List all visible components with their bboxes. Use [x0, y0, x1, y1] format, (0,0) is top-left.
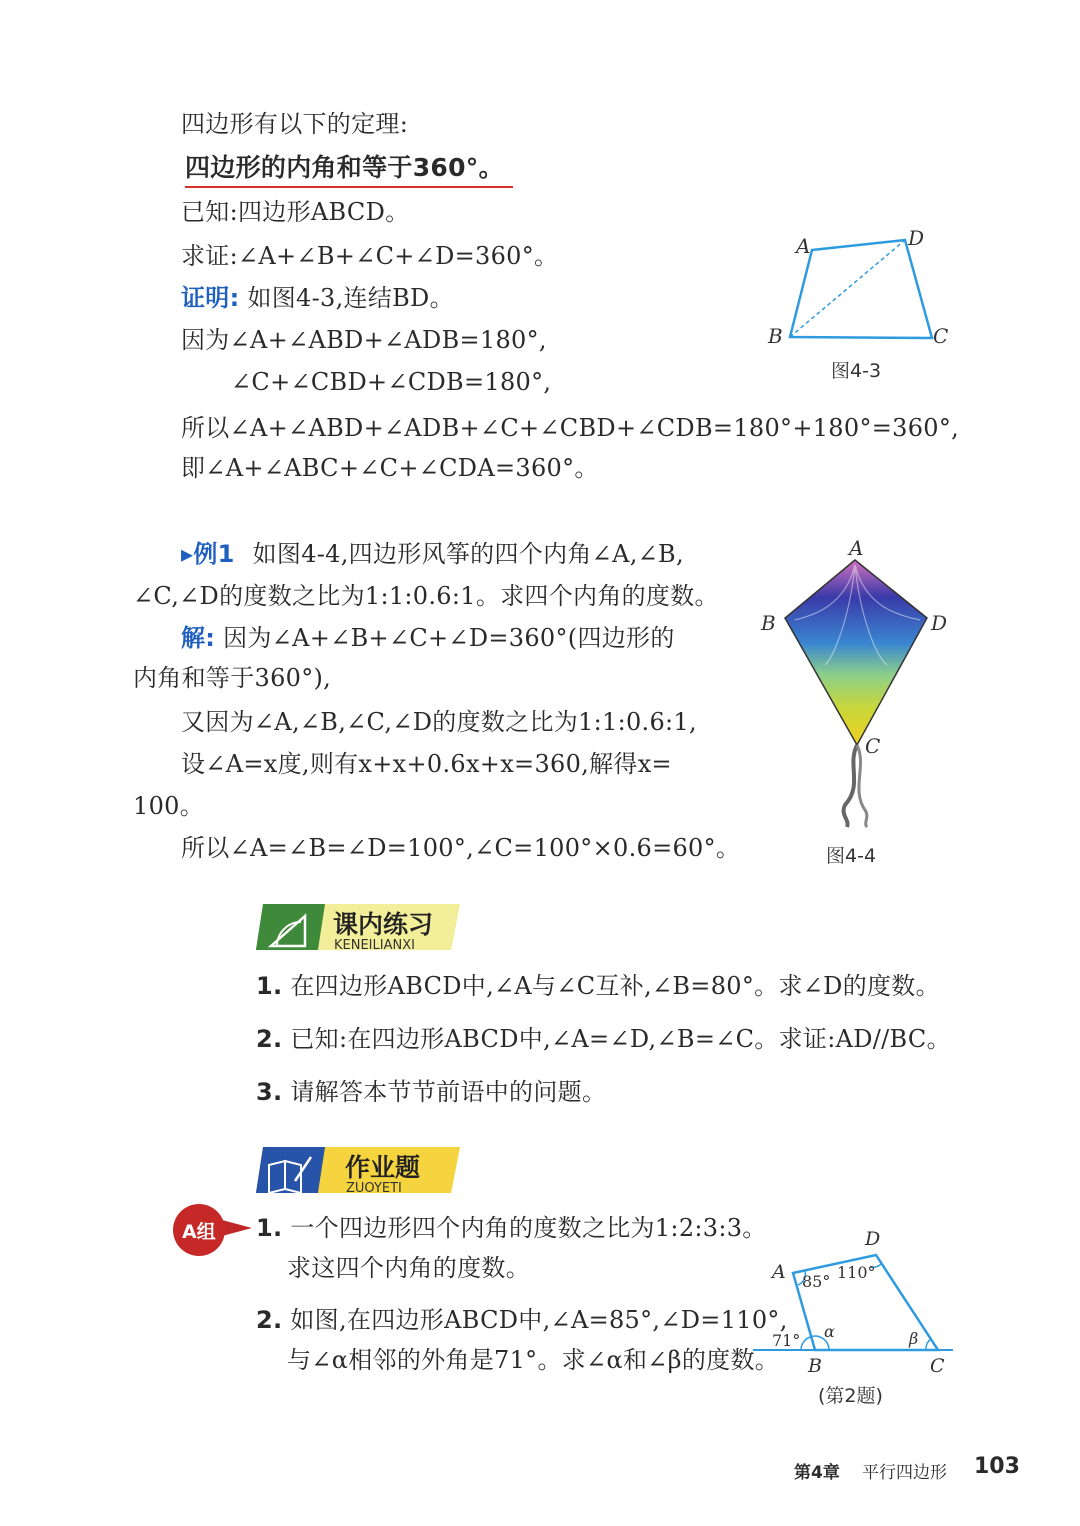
proof-line-5: 即∠A+∠ABC+∠C+∠CDA=360°。 [181, 454, 599, 482]
practice-banner-icon-bg [255, 904, 325, 950]
q2-ext-angle: 71° [772, 1331, 801, 1350]
label-b: B [768, 324, 783, 348]
practice-item-2-num: 2. [256, 1025, 283, 1053]
homework-banner-icon-bg [255, 1147, 325, 1193]
kite-body [785, 560, 927, 745]
arc-ext [801, 1337, 810, 1350]
solution-line-5: 100。 [133, 792, 205, 820]
q2-label-d: D [865, 1228, 881, 1250]
homework-q1-line-2: 求这四个内角的度数。 [287, 1254, 530, 1282]
homework-q1-line-1 [256, 1212, 767, 1244]
figure-q2 [748, 1225, 958, 1380]
homework-q1-text-1: 一个四边形四个内角的度数之比为1:2:3:3。 [290, 1214, 767, 1242]
prove-text: 求证:∠A+∠B+∠C+∠D=360°。 [181, 242, 559, 270]
q2-angle-d: 110° [837, 1263, 876, 1282]
solution-line-2: 内角和等于360°), [133, 664, 332, 692]
given-text: 已知:四边形ABCD。 [181, 198, 410, 226]
practice-item-2-text: 已知:在四边形ABCD中,∠A=∠D,∠B=∠C。求证:AD//BC。 [290, 1025, 951, 1053]
practice-item-3-num: 3. [256, 1078, 283, 1106]
homework-q2-line-2: 与∠α相邻的外角是71°。求∠α和∠β的度数。 [287, 1346, 780, 1374]
practice-item-1-text: 在四边形ABCD中,∠A与∠C互补,∠B=80°。求∠D的度数。 [290, 972, 940, 1000]
q2-label-b: B [808, 1355, 822, 1377]
proof-line-2: 因为∠A+∠ABD+∠ADB=180°, [181, 326, 547, 354]
figure-4-4-caption: 图4-4 [826, 845, 877, 867]
example-line-1-text: 如图4-4,四边形风筝的四个内角∠A,∠B, [252, 540, 684, 568]
practice-item-2 [256, 1023, 951, 1055]
example-line-1 [181, 538, 684, 570]
proof-line-3: ∠C+∠CBD+∠CDB=180°, [231, 368, 552, 396]
kite-tail-1 [844, 745, 857, 827]
solution-line-1-text: 因为∠A+∠B+∠C+∠D=360°(四边形的 [223, 624, 675, 652]
homework-q2-line-1 [256, 1304, 788, 1336]
kite-label-b: B [761, 611, 776, 635]
q2-beta: β [909, 1329, 919, 1348]
q2-alpha: α [824, 1322, 835, 1341]
proof-line-4: 所以∠A+∠ABD+∠ADB+∠C+∠CBD+∠CDB=180°+180°=360°, [181, 414, 960, 442]
group-a-label: A组 [182, 1221, 216, 1243]
intro-text: 四边形有以下的定理: [181, 110, 409, 138]
kite-label-c: C [865, 734, 881, 758]
practice-item-3-text: 请解答本节节前语中的问题。 [290, 1078, 607, 1106]
figure-4-3-caption: 图4-3 [831, 360, 882, 382]
q2-angle-a: 85° [802, 1272, 831, 1291]
solution-line-6: 所以∠A=∠B=∠D=100°,∠C=100°×0.6=60°。 [181, 834, 741, 862]
solution-line-3: 又因为∠A,∠B,∠C,∠D的度数之比为1:1:0.6:1, [181, 708, 697, 736]
label-d: D [908, 226, 925, 250]
label-a: A [796, 234, 811, 258]
figure-4-4-kite [755, 535, 955, 835]
proof-label: 证明: [181, 284, 240, 312]
homework-pinyin: ZUOYETI [346, 1181, 402, 1196]
footer-chapter-title: 平行四边形 [862, 1463, 947, 1483]
proof-line-1 [181, 282, 454, 314]
practice-pinyin: KENEILIANXI [334, 938, 415, 953]
group-a-badge [170, 1202, 254, 1260]
homework-q2-num: 2. [256, 1306, 283, 1334]
figure-q2-caption: (第2题) [818, 1385, 883, 1407]
quadrilateral-abcd [790, 240, 932, 338]
kite-label-a: A [849, 536, 864, 560]
kite-label-d: D [931, 611, 948, 635]
practice-item-3 [256, 1076, 606, 1108]
theorem-underline [185, 186, 513, 188]
proof-line-1-text: 如图4-3,连结BD。 [247, 284, 454, 312]
q2-label-c: C [930, 1355, 945, 1377]
page-number: 103 [974, 1454, 1020, 1479]
practice-title: 课内练习 [333, 910, 434, 939]
figure-4-3 [760, 225, 960, 355]
solution-label: 解: [181, 624, 216, 652]
arc-beta [926, 1339, 931, 1350]
practice-item-1-num: 1. [256, 972, 283, 1000]
label-c: C [933, 324, 949, 348]
example-line-2: ∠C,∠D的度数之比为1:1:0.6:1。求四个内角的度数。 [133, 582, 719, 610]
solution-line-4: 设∠A=x度,则有x+x+0.6x+x=360,解得x= [181, 750, 672, 778]
homework-q1-num: 1. [256, 1214, 283, 1242]
footer-chapter: 第4章 [794, 1463, 840, 1483]
homework-q2-text-1: 如图,在四边形ABCD中,∠A=85°,∠D=110°, [290, 1306, 788, 1334]
solution-line-1 [181, 622, 675, 654]
theorem-text: 四边形的内角和等于360°。 [185, 153, 504, 182]
example-label: ▸例1 [181, 540, 235, 568]
q2-label-a: A [772, 1261, 786, 1283]
practice-item-1 [256, 970, 940, 1002]
group-a-pointer [222, 1220, 252, 1236]
homework-title: 作业题 [345, 1153, 421, 1182]
